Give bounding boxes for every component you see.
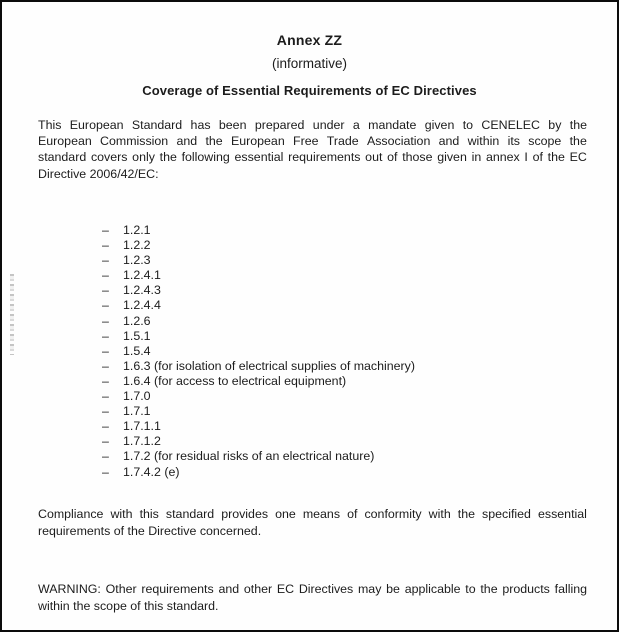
dash-bullet: –: [102, 419, 109, 434]
requirement-item: [102, 389, 415, 404]
dash-bullet: –: [102, 373, 109, 388]
scan-artifact: [10, 274, 14, 355]
requirement-text: 1.7.4.2 (e): [123, 464, 180, 479]
dash-bullet: –: [102, 298, 109, 313]
dash-bullet: –: [102, 449, 109, 464]
warning-paragraph: [38, 581, 587, 614]
dash-bullet: –: [102, 223, 109, 237]
dash-bullet: –: [102, 343, 109, 358]
dash-bullet: –: [102, 328, 109, 343]
dash-bullet: –: [102, 253, 109, 268]
requirement-item: [102, 298, 415, 313]
requirement-text: 1.2.4.1: [123, 268, 161, 283]
requirement-text: 1.2.1: [123, 223, 151, 237]
dash-bullet: –: [102, 404, 109, 419]
requirement-item: [102, 329, 415, 344]
requirement-text: 1.5.4: [123, 343, 151, 358]
requirement-item: [102, 434, 415, 449]
requirement-item: [102, 253, 415, 268]
requirement-item: [102, 419, 415, 434]
paragraph-line: Compliance with this standard provides one means of conformity with the specified essential: [38, 507, 587, 521]
intro-paragraph: [38, 117, 587, 182]
requirement-text: 1.6.3 (for isolation of electrical supplies of machinery): [123, 358, 416, 373]
requirement-text: 1.6.4 (for access to electrical equipment): [123, 373, 347, 388]
requirement-text: 1.7.1.2: [123, 434, 161, 449]
annex-title: Annex ZZ: [276, 32, 343, 48]
paragraph-line: standard covers only the following essential requirements out of those given in annex I of the EC: [38, 150, 587, 165]
requirement-item: [102, 404, 415, 419]
requirements-list: [102, 223, 415, 480]
dash-bullet: –: [102, 389, 109, 404]
requirement-text: 1.2.2: [123, 238, 151, 253]
requirement-text: 1.7.2 (for residual risks of an electrical nature): [123, 449, 375, 464]
requirement-item: [102, 359, 415, 374]
dash-bullet: –: [102, 434, 109, 449]
dash-bullet: –: [102, 283, 109, 298]
requirement-text: 1.2.4.4: [123, 298, 161, 313]
requirement-item: [102, 374, 415, 389]
requirement-item: [102, 344, 415, 359]
annex-subtitle: (informative): [271, 56, 347, 71]
dash-bullet: –: [102, 464, 109, 479]
paragraph-line: requirements of the Directive concerned.: [38, 523, 262, 538]
requirement-text: 1.7.1: [123, 404, 151, 419]
requirement-text: 1.7.0: [123, 389, 151, 404]
dash-bullet: –: [102, 238, 109, 253]
compliance-paragraph: [38, 506, 587, 539]
requirement-item: [102, 283, 415, 298]
requirement-text: 1.2.4.3: [123, 283, 161, 298]
requirement-text: 1.2.3: [123, 253, 151, 268]
requirement-item: [102, 449, 415, 464]
paragraph-line: Directive 2006/42/EC:: [38, 166, 159, 181]
paragraph-line: European Commission and the European Free Trade Association and within its scope the: [38, 134, 587, 149]
paragraph-line: This European Standard has been prepared under a mandate given to CENELEC by the: [38, 118, 587, 132]
requirement-item: [102, 465, 415, 480]
requirement-item: [102, 268, 415, 283]
requirement-item: [102, 238, 415, 253]
annex-heading: Coverage of Essential Requirements of EC Directives: [142, 83, 477, 98]
requirement-text: 1.5.1: [123, 328, 151, 343]
requirement-text: 1.7.1.1: [123, 419, 161, 434]
requirement-text: 1.2.6: [123, 313, 151, 328]
paragraph-line: within the scope of this standard.: [38, 598, 219, 613]
dash-bullet: –: [102, 313, 109, 328]
dash-bullet: –: [102, 268, 109, 283]
dash-bullet: –: [102, 358, 109, 373]
paragraph-line: WARNING: Other requirements and other EC Directives may be applicable to the products falling: [38, 582, 587, 596]
requirement-item: [102, 223, 415, 238]
requirement-item: [102, 314, 415, 329]
